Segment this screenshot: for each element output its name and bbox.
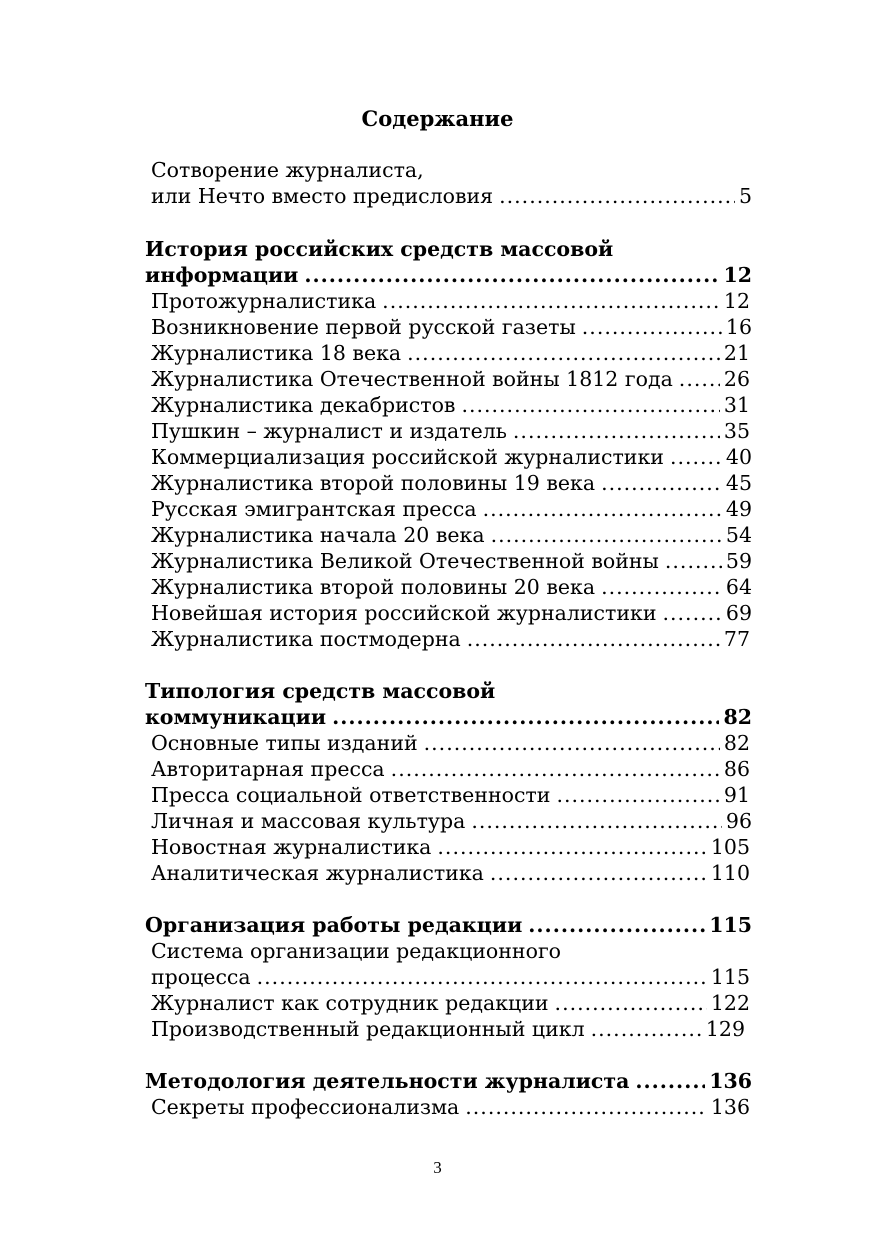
toc-item[interactable]: Личная и массовая культура ..... 96 [151, 808, 752, 834]
toc-item[interactable]: Журналистика 18 века ..... 21 [151, 340, 750, 366]
toc-entry-page: 5 [738, 184, 752, 208]
toc-item[interactable]: Новостная журналистика ..... 105 [151, 834, 750, 860]
toc-item[interactable]: процесса ..... 115 [151, 964, 750, 990]
toc-section-3-entry[interactable] [145, 912, 752, 938]
toc-section-page: 12 [723, 263, 752, 287]
toc-item[interactable]: Журналистика Отечественной войны 1812 года ..... 26 [151, 366, 750, 392]
leader-dots [528, 912, 705, 938]
toc-intro-entry[interactable] [151, 183, 752, 209]
toc-item[interactable]: Журналист как сотрудник редакции ..... 122 [151, 990, 750, 1016]
toc-item[interactable]: Производственный редакционный цикл ..... 129 [151, 1016, 745, 1042]
toc-item[interactable]: Журналистика постмодерна ..... 77 [151, 626, 750, 652]
toc-section-1-title[interactable]: История российских средств массовой [145, 237, 614, 261]
toc-item[interactable]: Пресса социальной ответственности ..... 91 [151, 782, 750, 808]
toc-item[interactable]: Журналистика начала 20 века ..... 54 [151, 522, 752, 548]
toc-item-line1[interactable]: Система организации редакционного [151, 939, 562, 963]
toc-item[interactable]: Русская эмигрантская пресса ..... 49 [151, 496, 752, 522]
toc-item[interactable]: Журналистика второй половины 20 века ..... 64 [151, 574, 752, 600]
toc-item[interactable]: Основные типы изданий ..... 82 [151, 730, 750, 756]
toc-item[interactable]: Журналистика Великой Отечественной войны ..... 59 [151, 548, 752, 574]
toc-section-label: Организация работы редакции [145, 913, 523, 937]
leader-dots [635, 1068, 705, 1094]
toc-item[interactable]: Журналистика декабристов ..... 31 [151, 392, 750, 418]
page-number: 3 [433, 1158, 442, 1177]
toc-item[interactable]: Новейшая история российской журналистики ..... 69 [151, 600, 752, 626]
toc-section-2-title[interactable]: Типология средств массовой [145, 679, 496, 703]
toc-section-page: 115 [709, 913, 752, 937]
toc-item[interactable]: Авторитарная пресса ..... 86 [151, 756, 750, 782]
toc-item[interactable]: Секреты профессионализма ..... 136 [151, 1094, 750, 1120]
toc-item[interactable]: Аналитическая журналистика ..... 110 [151, 860, 750, 886]
toc-section-label: коммуникации [145, 705, 327, 729]
toc-section-page: 82 [723, 705, 752, 729]
toc-item[interactable]: Журналистика второй половины 19 века ..... 45 [151, 470, 752, 496]
leader-dots [332, 704, 719, 730]
toc-item[interactable]: Коммерциализация российской журналистики ..... 40 [151, 444, 752, 470]
toc-item[interactable]: Протожурналистика ..... 12 [151, 288, 750, 314]
page-title: Содержание [361, 106, 514, 131]
toc-section-label: информации [145, 263, 299, 287]
toc-entry-label: или Нечто вместо предисловия [151, 184, 494, 208]
toc-section-page: 136 [709, 1069, 752, 1093]
toc-section-label: Методология деятельности журналиста [145, 1069, 630, 1093]
toc-section-2-entry[interactable] [145, 704, 752, 730]
toc-section-1-entry[interactable] [145, 262, 752, 288]
toc-item[interactable]: Пушкин – журналист и издатель ..... 35 [151, 418, 750, 444]
leader-dots [499, 183, 735, 209]
toc-intro-line1[interactable]: Сотворение журналиста, [151, 158, 424, 182]
toc-item[interactable]: Возникновение первой русской газеты ..... 16 [151, 314, 752, 340]
toc-section-4-entry[interactable] [145, 1068, 752, 1094]
leader-dots [304, 262, 719, 288]
